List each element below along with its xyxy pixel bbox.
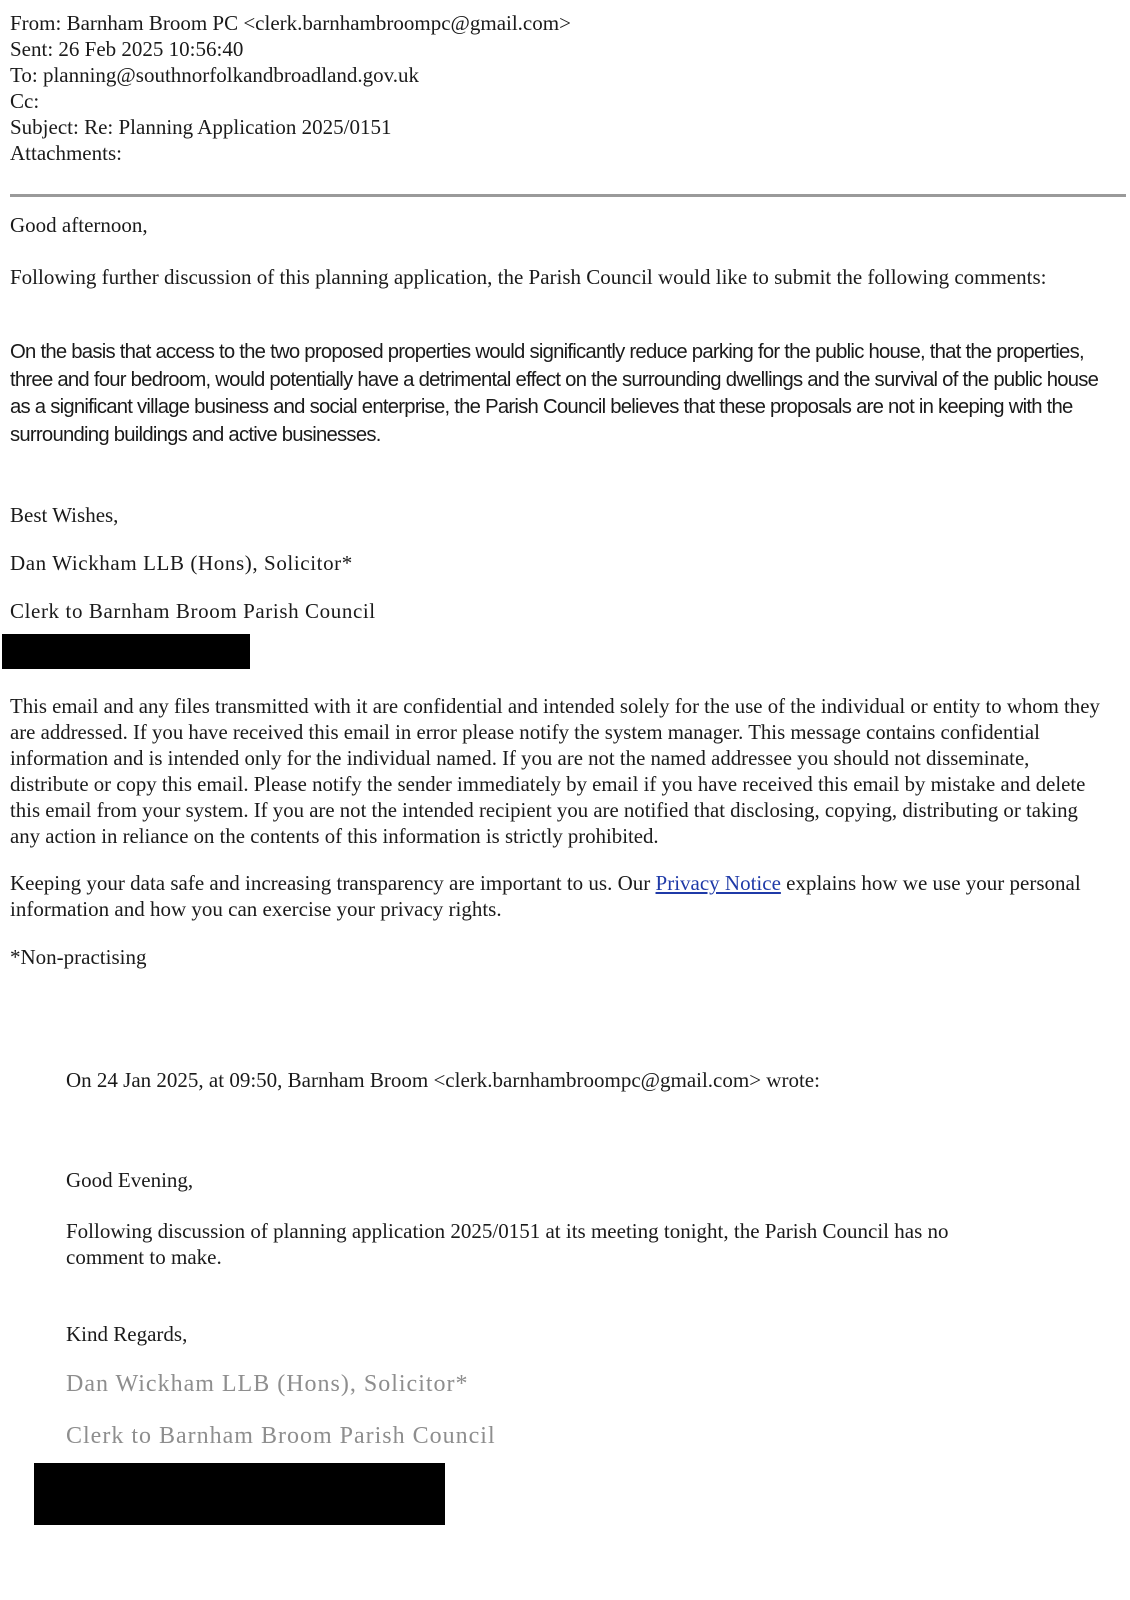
signoff: Best Wishes, [10, 503, 119, 527]
from-line: From: Barnham Broom PC <clerk.barnhambroompc@gmail.com> [10, 11, 571, 35]
quoted-greeting: Good Evening, [66, 1168, 194, 1192]
privacy-text-before: Keeping your data safe and increasing transparency are important to us. Our [10, 871, 651, 895]
quoted-signature-title: Clerk to Barnham Broom Parish Council [66, 1423, 496, 1449]
attachments-line: Attachments: [10, 141, 122, 165]
signature-name: Dan Wickham LLB (Hons), Solicitor* [10, 551, 353, 575]
sent-line: Sent: 26 Feb 2025 10:56:40 [10, 37, 244, 61]
quoted-signoff: Kind Regards, [66, 1322, 188, 1346]
greeting: Good afternoon, [10, 213, 148, 237]
disclaimer-paragraph: This email and any files transmitted with it are confidential and intended solely for the use of the individual or entity to whom they are addressed. If you have received this email in error please notify the system manager. This message contains confidential information and is intended only for the individual named. If you are not the named addressee you should not disseminate, distribute or copy this email. Please notify the sender immediately by email if you have received this email by mistake and delete this email from your system. If you are not the intended recipient you are notified that disclosing, copying, distributing or taking any action in reliance on the contents of this information is strictly prohibited. [10, 695, 1100, 848]
privacy-text-after: explains how we use your personal information and how you can exercise your privacy rights. [10, 871, 1081, 921]
privacy-paragraph [10, 870, 1100, 922]
subject-line: Subject: Re: Planning Application 2025/0151 [10, 115, 392, 139]
to-line: To: planning@southnorfolkandbroadland.gov.uk [10, 63, 420, 87]
intro-paragraph: Following further discussion of this planning application, the Parish Council would like to submit the following comments: [10, 265, 1047, 289]
privacy-notice-link[interactable]: Privacy Notice [655, 871, 781, 895]
comments-paragraph: On the basis that access to the two proposed properties would significantly reduce parking for the public house, that the properties, three and four bedroom, would potentially have a detrimental effect on the surrounding dwellings and the survival of the public house as a significant village business and social enterprise, the Parish Council believes that these proposals are not in keeping with the surrounding buildings and active businesses. [10, 341, 1099, 446]
quoted-redaction-block [34, 1463, 445, 1525]
redaction-block [2, 634, 250, 669]
quoted-message-paragraph: Following discussion of planning application 2025/0151 at its meeting tonight, the Parish Council has no comment to make. [66, 1219, 949, 1269]
quoted-attribution: On 24 Jan 2025, at 09:50, Barnham Broom <clerk.barnhambroompc@gmail.com> wrote: [66, 1068, 820, 1092]
signature-title: Clerk to Barnham Broom Parish Council [10, 599, 376, 623]
quoted-signature-name: Dan Wickham LLB (Hons), Solicitor* [66, 1371, 469, 1397]
header-divider [10, 194, 1126, 197]
cc-line: Cc: [10, 89, 40, 113]
email-document [10, 10, 1120, 197]
email-header [10, 10, 1120, 166]
footnote: *Non-practising [10, 945, 147, 969]
